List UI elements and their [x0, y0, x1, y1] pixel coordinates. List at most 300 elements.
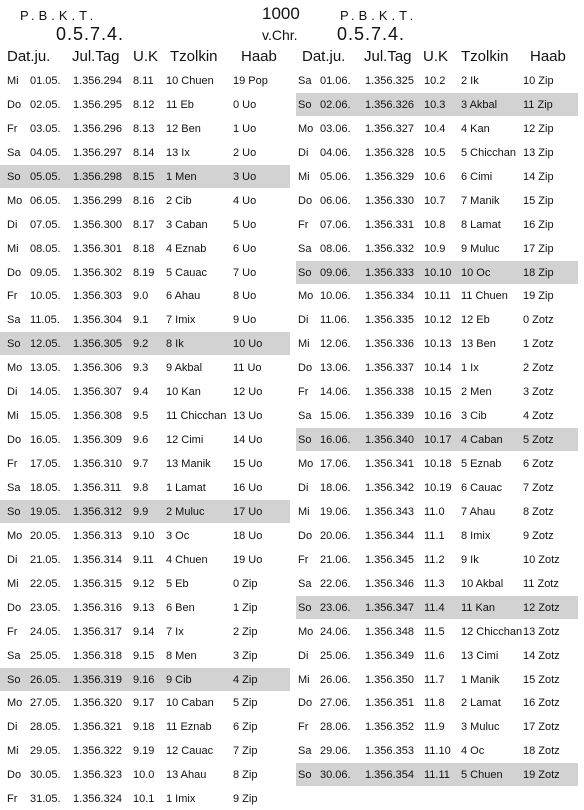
julian-day-cell: 1.356.335 — [365, 314, 414, 327]
uk-cell: 9.1 — [133, 314, 149, 327]
table-row — [0, 715, 290, 738]
julian-day-cell: 1.356.311 — [73, 481, 122, 494]
weekday-cell: So — [298, 601, 312, 614]
uk-cell: 9.12 — [133, 577, 155, 590]
haab-cell: 1 Zip — [233, 601, 258, 614]
table-row — [296, 596, 578, 619]
weekday-cell: Di — [7, 553, 18, 566]
julian-day-cell: 1.356.313 — [73, 529, 122, 542]
date-cell: 13.05. — [30, 362, 61, 375]
julian-day-cell: 1.356.300 — [73, 218, 122, 231]
date-cell: 18.06. — [320, 481, 351, 494]
weekday-cell: Mo — [298, 290, 314, 303]
julian-day-cell: 1.356.294 — [73, 75, 122, 87]
julian-day-cell: 1.356.319 — [73, 673, 122, 686]
julian-day-cell: 1.356.297 — [73, 146, 122, 159]
table-row — [0, 739, 290, 762]
uk-cell: 8.17 — [133, 218, 155, 231]
weekday-cell: Do — [298, 194, 313, 207]
weekday-cell: So — [7, 170, 21, 183]
tzolkin-cell: 1 Lamat — [166, 481, 206, 494]
julian-day-cell: 1.356.348 — [365, 625, 414, 638]
table-row — [296, 715, 578, 738]
date-cell: 30.05. — [30, 769, 61, 782]
tzolkin-cell: 9 Akbal — [166, 362, 203, 375]
haab-cell: 0 Zotz — [523, 314, 554, 327]
uk-cell: 9.18 — [133, 721, 155, 734]
table-row — [296, 452, 578, 475]
julian-day-cell: 1.356.330 — [365, 194, 414, 207]
table-row — [296, 428, 578, 451]
tzolkin-cell: 5 Cauac — [166, 266, 207, 279]
date-cell: 23.05. — [30, 601, 61, 614]
date-cell: 09.05. — [30, 266, 61, 279]
tzolkin-cell: 8 Imix — [461, 529, 491, 542]
tzolkin-cell: 12 Eb — [461, 314, 490, 327]
uk-cell: 10.8 — [424, 218, 446, 231]
julian-day-cell: 1.356.309 — [73, 434, 122, 447]
table-row — [0, 452, 290, 475]
uk-cell: 10.6 — [424, 170, 446, 183]
table-row — [0, 165, 290, 188]
table-row — [0, 93, 290, 116]
table-row — [0, 404, 290, 427]
tzolkin-cell: 11 Kan — [461, 601, 496, 614]
uk-cell: 10.1 — [133, 793, 155, 806]
haab-cell: 19 Zotz — [523, 769, 560, 782]
date-cell: 20.05. — [30, 529, 61, 542]
tzolkin-cell: 9 Cib — [166, 673, 192, 686]
weekday-cell: Mo — [7, 697, 23, 710]
tzolkin-cell: 3 Oc — [166, 529, 190, 542]
tzolkin-cell: 11 Chuen — [461, 290, 508, 303]
weekday-cell: Mo — [7, 529, 23, 542]
haab-cell: 15 Zotz — [523, 673, 560, 686]
left-pbkt-value: 0.5.7.4. — [56, 24, 125, 44]
tzolkin-cell: 11 Eb — [166, 98, 194, 111]
table-row — [296, 668, 578, 691]
date-cell: 05.06. — [320, 170, 351, 183]
tzolkin-cell: 6 Ben — [166, 601, 195, 614]
date-cell: 08.05. — [30, 242, 61, 255]
weekday-cell: Fr — [298, 721, 309, 734]
julian-day-cell: 1.356.339 — [365, 410, 414, 423]
weekday-cell: Sa — [298, 410, 312, 423]
header-day: Dat.ju. — [7, 48, 51, 65]
table-row — [0, 763, 290, 786]
date-cell: 02.05. — [30, 98, 61, 111]
julian-day-cell: 1.356.318 — [73, 649, 122, 662]
weekday-cell: Fr — [7, 625, 18, 638]
tzolkin-cell: 13 Cimi — [461, 649, 499, 662]
left-column-headers — [0, 48, 290, 68]
julian-day-cell: 1.356.349 — [365, 649, 414, 662]
tzolkin-cell: 4 Kan — [461, 122, 490, 135]
uk-cell: 9.15 — [133, 649, 155, 662]
date-cell: 17.05. — [30, 458, 61, 471]
tzolkin-cell: 3 Cib — [461, 410, 487, 423]
haab-cell: 4 Zip — [233, 673, 258, 686]
uk-cell: 8.11 — [133, 75, 154, 87]
header-haab: Haab — [241, 48, 277, 65]
julian-day-cell: 1.356.298 — [73, 170, 122, 183]
uk-cell: 8.13 — [133, 122, 155, 135]
uk-cell: 10.9 — [424, 242, 446, 255]
table-row — [296, 500, 578, 523]
weekday-cell: Di — [7, 218, 18, 231]
tzolkin-cell: 2 Men — [461, 386, 492, 399]
julian-day-cell: 1.356.312 — [73, 505, 122, 518]
weekday-cell: Do — [7, 434, 22, 447]
uk-cell: 11.8 — [424, 697, 445, 710]
table-row — [0, 644, 290, 667]
haab-cell: 16 Zotz — [523, 697, 560, 710]
date-cell: 10.05. — [30, 290, 61, 303]
table-row — [0, 548, 290, 571]
table-row — [296, 261, 578, 284]
weekday-cell: Mi — [7, 410, 19, 423]
haab-cell: 10 Zip — [523, 75, 554, 87]
table-row — [0, 787, 290, 810]
date-cell: 04.05. — [30, 146, 61, 159]
date-cell: 07.05. — [30, 218, 61, 231]
haab-cell: 0 Uo — [233, 98, 257, 111]
date-cell: 02.06. — [320, 98, 351, 111]
julian-day-cell: 1.356.310 — [73, 458, 122, 471]
date-cell: 28.06. — [320, 721, 351, 734]
uk-cell: 9.19 — [133, 745, 155, 758]
weekday-cell: So — [7, 505, 21, 518]
julian-day-cell: 1.356.314 — [73, 553, 122, 566]
julian-day-cell: 1.356.352 — [365, 721, 414, 734]
julian-day-cell: 1.356.343 — [365, 505, 414, 518]
table-row — [296, 69, 578, 92]
date-cell: 01.06. — [320, 75, 351, 87]
header-tzolkin: Tzolkin — [170, 48, 218, 65]
date-cell: 12.06. — [320, 338, 351, 351]
haab-cell: 6 Zotz — [523, 458, 554, 471]
haab-cell: 19 Pop — [233, 75, 268, 87]
date-cell: 10.06. — [320, 290, 351, 303]
weekday-cell: So — [298, 769, 312, 782]
date-cell: 06.05. — [30, 194, 61, 207]
haab-cell: 16 Uo — [233, 481, 263, 494]
header-haab: Haab — [530, 48, 566, 65]
table-row — [296, 141, 578, 164]
uk-cell: 10.13 — [424, 338, 452, 351]
date-cell: 04.06. — [320, 146, 351, 159]
table-row — [296, 620, 578, 643]
year-label: 1000 — [262, 4, 300, 23]
uk-cell: 9.8 — [133, 481, 149, 494]
weekday-cell: Sa — [7, 314, 21, 327]
right-pbkt-label: P.B.K.T. — [340, 8, 418, 23]
uk-cell: 9.7 — [133, 458, 149, 471]
tzolkin-cell: 7 Ahau — [461, 505, 496, 518]
uk-cell: 11.2 — [424, 553, 445, 566]
tzolkin-cell: 3 Muluc — [461, 721, 500, 734]
haab-cell: 11 Zip — [523, 98, 553, 111]
julian-day-cell: 1.356.305 — [73, 338, 122, 351]
julian-day-cell: 1.356.340 — [365, 434, 414, 447]
haab-cell: 16 Zip — [523, 218, 554, 231]
table-row — [296, 739, 578, 762]
date-cell: 01.05. — [30, 75, 61, 87]
haab-cell: 17 Zotz — [523, 721, 560, 734]
julian-day-cell: 1.356.301 — [73, 242, 122, 255]
haab-cell: 4 Zotz — [523, 410, 554, 423]
weekday-cell: Mi — [298, 338, 310, 351]
date-cell: 29.05. — [30, 745, 61, 758]
julian-day-cell: 1.356.341 — [365, 458, 414, 471]
tzolkin-cell: 12 Ben — [166, 122, 201, 135]
header-day: Dat.ju. — [302, 48, 346, 65]
haab-cell: 13 Zip — [523, 146, 554, 159]
uk-cell: 9.13 — [133, 601, 155, 614]
date-cell: 03.05. — [30, 122, 61, 135]
haab-cell: 1 Zotz — [523, 338, 554, 351]
uk-cell: 9.4 — [133, 386, 149, 399]
uk-cell: 11.5 — [424, 625, 445, 638]
julian-day-cell: 1.356.304 — [73, 314, 122, 327]
table-row — [0, 213, 290, 236]
julian-day-cell: 1.356.323 — [73, 769, 122, 782]
haab-cell: 14 Zip — [523, 170, 554, 183]
tzolkin-cell: 3 Caban — [166, 218, 208, 231]
julian-day-cell: 1.356.354 — [365, 769, 414, 782]
haab-cell: 8 Uo — [233, 290, 257, 303]
weekday-cell: Di — [298, 314, 309, 327]
haab-cell: 7 Zotz — [523, 481, 554, 494]
date-cell: 22.05. — [30, 577, 61, 590]
uk-cell: 9.14 — [133, 625, 155, 638]
uk-cell: 9.6 — [133, 434, 149, 447]
haab-cell: 2 Uo — [233, 146, 257, 159]
tzolkin-cell: 7 Ix — [166, 625, 184, 638]
julian-day-cell: 1.356.331 — [365, 218, 414, 231]
weekday-cell: Mi — [7, 745, 19, 758]
date-cell: 30.06. — [320, 769, 351, 782]
date-cell: 31.05. — [30, 793, 61, 806]
tzolkin-cell: 1 Ix — [461, 362, 479, 375]
tzolkin-cell: 10 Caban — [166, 697, 214, 710]
weekday-cell: Fr — [298, 386, 309, 399]
haab-cell: 12 Zotz — [523, 601, 560, 614]
date-cell: 13.06. — [320, 362, 351, 375]
julian-day-cell: 1.356.315 — [73, 577, 122, 590]
uk-cell: 9.2 — [133, 338, 149, 351]
tzolkin-cell: 6 Cauac — [461, 481, 502, 494]
date-cell: 21.05. — [30, 553, 61, 566]
date-cell: 16.05. — [30, 434, 61, 447]
julian-day-cell: 1.356.327 — [365, 122, 414, 135]
uk-cell: 9.9 — [133, 505, 149, 518]
uk-cell: 10.4 — [424, 122, 446, 135]
weekday-cell: Mo — [298, 458, 314, 471]
haab-cell: 3 Uo — [233, 170, 257, 183]
julian-day-cell: 1.356.350 — [365, 673, 414, 686]
julian-day-cell: 1.356.332 — [365, 242, 414, 255]
uk-cell: 10.5 — [424, 146, 446, 159]
haab-cell: 8 Zotz — [523, 505, 554, 518]
weekday-cell: Sa — [298, 577, 312, 590]
tzolkin-cell: 6 Ahau — [166, 290, 201, 303]
julian-day-cell: 1.356.306 — [73, 362, 122, 375]
table-row — [0, 284, 290, 307]
haab-cell: 17 Zip — [523, 242, 554, 255]
haab-cell: 14 Zotz — [523, 649, 560, 662]
date-cell: 21.06. — [320, 553, 351, 566]
date-cell: 06.06. — [320, 194, 351, 207]
uk-cell: 11.11 — [424, 769, 450, 782]
uk-cell: 9.17 — [133, 697, 155, 710]
uk-cell: 11.3 — [424, 577, 445, 590]
tzolkin-cell: 12 Cauac — [166, 745, 214, 758]
date-cell: 14.05. — [30, 386, 61, 399]
uk-cell: 9.16 — [133, 673, 155, 686]
tzolkin-cell: 1 Imix — [166, 793, 196, 806]
julian-day-cell: 1.356.303 — [73, 290, 122, 303]
uk-cell: 10.14 — [424, 362, 452, 375]
haab-cell: 18 Zotz — [523, 745, 560, 758]
weekday-cell: Mo — [7, 194, 23, 207]
julian-day-cell: 1.356.320 — [73, 697, 122, 710]
tzolkin-cell: 2 Lamat — [461, 697, 501, 710]
julian-day-cell: 1.356.316 — [73, 601, 122, 614]
haab-cell: 11 Uo — [233, 362, 262, 375]
weekday-cell: Mi — [7, 577, 19, 590]
julian-day-cell: 1.356.342 — [365, 481, 414, 494]
haab-cell: 4 Uo — [233, 194, 257, 207]
date-cell: 23.06. — [320, 601, 351, 614]
tzolkin-cell: 2 Ik — [461, 75, 479, 87]
weekday-cell: Mi — [298, 170, 310, 183]
tzolkin-cell: 13 Ahau — [166, 769, 207, 782]
weekday-cell: Di — [7, 386, 18, 399]
uk-cell: 11.6 — [424, 649, 445, 662]
weekday-cell: Sa — [298, 745, 312, 758]
julian-day-cell: 1.356.317 — [73, 625, 122, 638]
table-row — [296, 237, 578, 260]
haab-cell: 3 Zip — [233, 649, 258, 662]
tzolkin-cell: 6 Cimi — [461, 170, 493, 183]
uk-cell: 8.18 — [133, 242, 155, 255]
julian-day-cell: 1.356.336 — [365, 338, 414, 351]
uk-cell: 11.9 — [424, 721, 445, 734]
table-row — [0, 332, 290, 355]
haab-cell: 9 Uo — [233, 314, 257, 327]
haab-cell: 11 Zotz — [523, 577, 559, 590]
date-cell: 29.06. — [320, 745, 351, 758]
weekday-cell: Mo — [298, 625, 314, 638]
julian-day-cell: 1.356.328 — [365, 146, 414, 159]
haab-cell: 10 Zotz — [523, 553, 560, 566]
weekday-cell: Fr — [7, 290, 18, 303]
tzolkin-cell: 5 Chicchan — [461, 146, 517, 159]
julian-day-cell: 1.356.307 — [73, 386, 122, 399]
weekday-cell: So — [7, 673, 21, 686]
uk-cell: 11.0 — [424, 505, 445, 518]
weekday-cell: Mo — [7, 362, 23, 375]
julian-day-cell: 1.356.321 — [73, 721, 122, 734]
haab-cell: 5 Zotz — [523, 434, 554, 447]
weekday-cell: Mi — [7, 242, 19, 255]
weekday-cell: Fr — [7, 458, 18, 471]
date-cell: 15.05. — [30, 410, 61, 423]
header-uk: U.K — [133, 48, 159, 65]
tzolkin-cell: 5 Chuen — [461, 769, 503, 782]
tzolkin-cell: 11 Eznab — [166, 721, 212, 734]
tzolkin-cell: 7 Manik — [461, 194, 500, 207]
haab-cell: 12 Uo — [233, 386, 263, 399]
weekday-cell: Sa — [298, 75, 312, 87]
weekday-cell: Do — [7, 769, 22, 782]
julian-day-cell: 1.356.337 — [365, 362, 414, 375]
table-row — [296, 548, 578, 571]
date-cell: 26.05. — [30, 673, 61, 686]
uk-cell: 9.3 — [133, 362, 149, 375]
weekday-cell: Fr — [7, 793, 18, 806]
date-cell: 20.06. — [320, 529, 351, 542]
uk-cell: 11.10 — [424, 745, 451, 758]
table-row — [0, 69, 290, 92]
julian-day-cell: 1.356.295 — [73, 98, 122, 111]
table-row — [0, 476, 290, 499]
date-cell: 19.06. — [320, 505, 351, 518]
weekday-cell: So — [298, 434, 312, 447]
weekday-cell: Do — [298, 529, 313, 542]
table-row — [296, 572, 578, 595]
uk-cell: 9.11 — [133, 553, 154, 566]
table-row — [0, 500, 290, 523]
table-row — [0, 620, 290, 643]
haab-cell: 17 Uo — [233, 505, 263, 518]
julian-day-cell: 1.356.322 — [73, 745, 122, 758]
table-row — [0, 691, 290, 714]
tzolkin-cell: 11 Chicchan — [166, 410, 227, 423]
table-row — [0, 668, 290, 691]
weekday-cell: Do — [298, 362, 313, 375]
tzolkin-cell: 8 Men — [166, 649, 197, 662]
haab-cell: 13 Zotz — [523, 625, 560, 638]
right-column-headers — [296, 48, 580, 68]
table-row — [296, 165, 578, 188]
table-row — [296, 332, 578, 355]
date-cell: 05.05. — [30, 170, 61, 183]
date-cell: 16.06. — [320, 434, 351, 447]
table-row — [296, 524, 578, 547]
weekday-cell: So — [298, 266, 312, 279]
julian-day-cell: 1.356.325 — [365, 75, 414, 87]
date-cell: 09.06. — [320, 266, 351, 279]
haab-cell: 2 Zip — [233, 625, 258, 638]
uk-cell: 10.7 — [424, 194, 446, 207]
tzolkin-cell: 12 Cimi — [166, 434, 204, 447]
table-row — [296, 284, 578, 307]
header-jul: Jul.Tag — [364, 48, 412, 65]
table-row — [296, 380, 578, 403]
tzolkin-cell: 5 Eznab — [461, 458, 502, 471]
date-cell: 17.06. — [320, 458, 351, 471]
uk-cell: 10.11 — [424, 290, 451, 303]
tzolkin-cell: 10 Kan — [166, 386, 201, 399]
weekday-cell: So — [298, 98, 312, 111]
left-pbkt-label: P.B.K.T. — [20, 8, 98, 23]
uk-cell: 10.19 — [424, 481, 452, 494]
haab-cell: 0 Zip — [233, 577, 258, 590]
haab-cell: 15 Uo — [233, 458, 263, 471]
date-cell: 27.06. — [320, 697, 351, 710]
